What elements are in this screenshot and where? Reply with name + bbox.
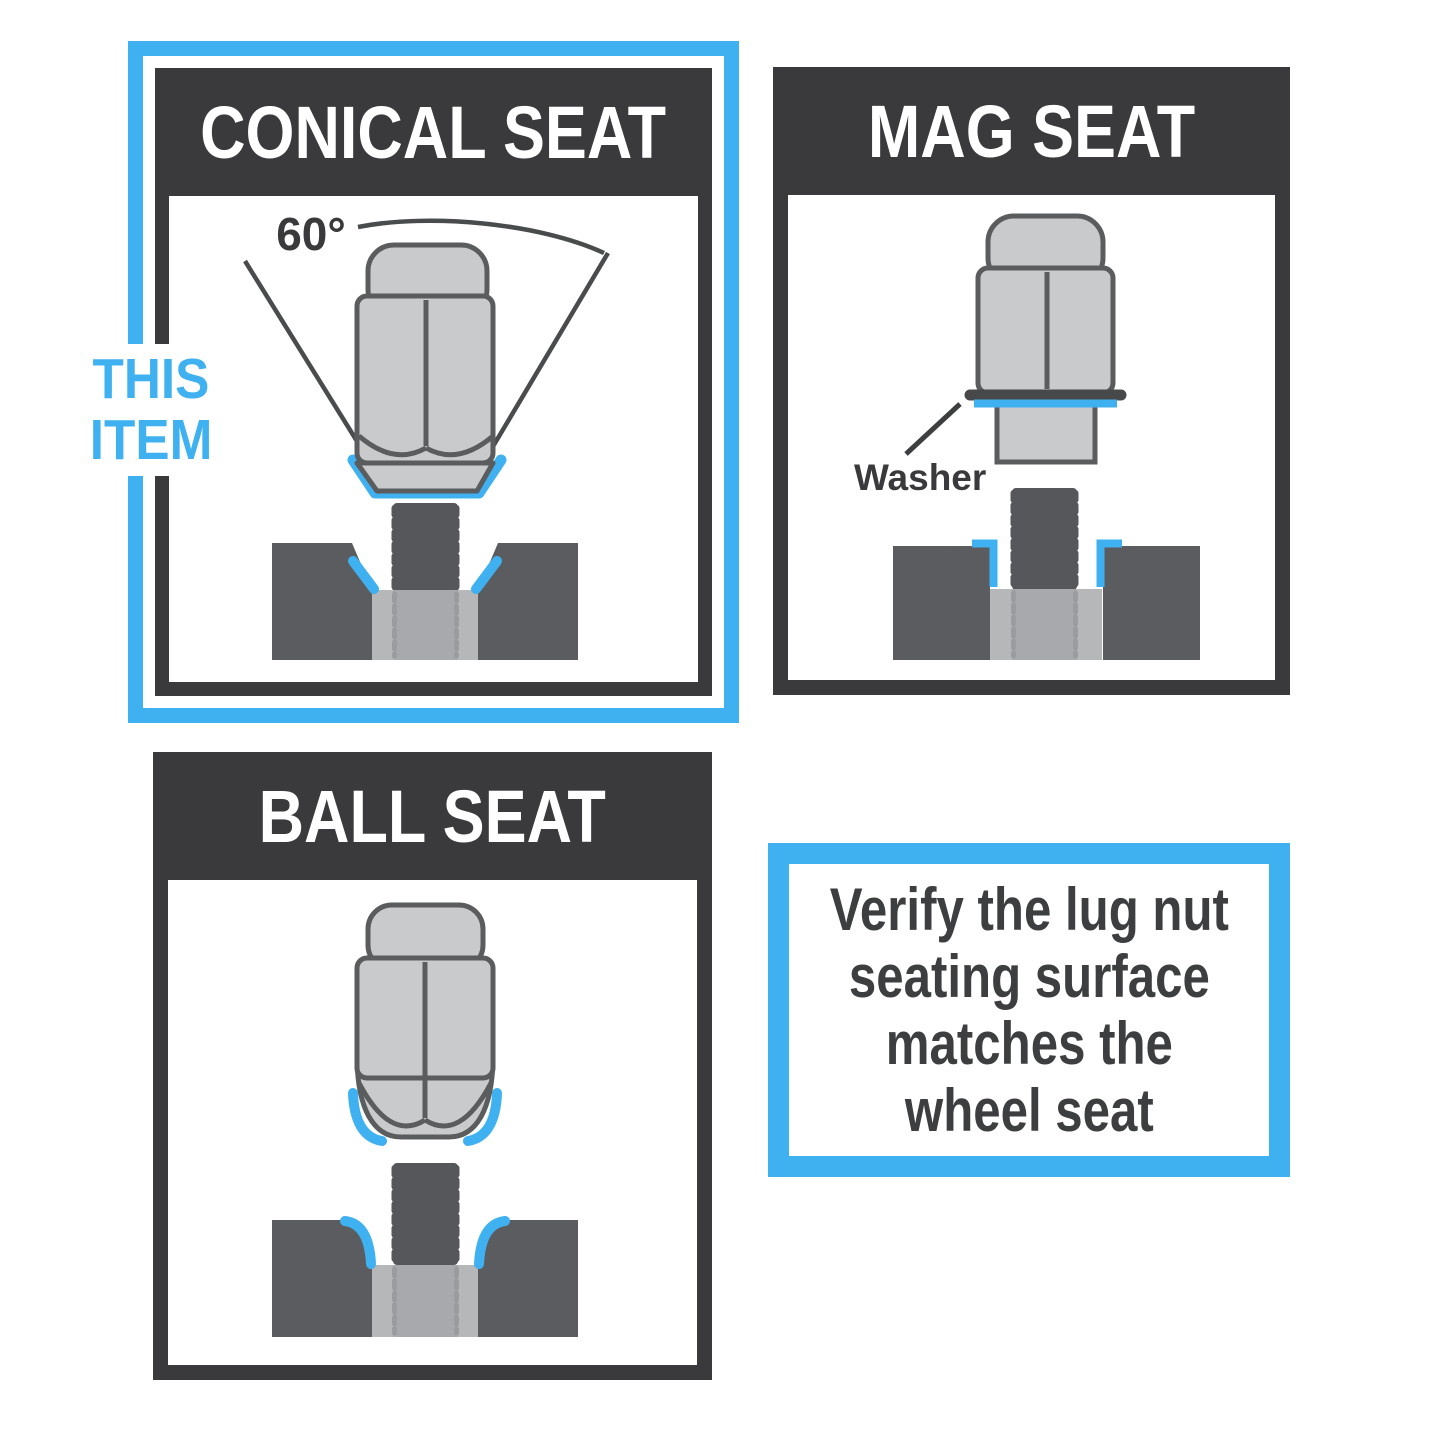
mag-seat-illustration [788, 195, 1275, 680]
verify-note-box [768, 843, 1290, 1177]
conical-seat-diagram [169, 196, 698, 682]
angle-value-label: 60° [276, 208, 346, 260]
ball-seat-illustration [168, 880, 697, 1365]
mag-seat-diagram [788, 195, 1275, 680]
this-item-line2: ITEM [89, 408, 213, 472]
conical-seat-title: CONICAL SEAT [200, 90, 667, 174]
mag-seat-title: MAG SEAT [867, 89, 1196, 173]
washer-callout-line [906, 404, 960, 454]
ball-seat-title: BALL SEAT [258, 774, 607, 858]
mag-seat-panel [773, 67, 1290, 695]
this-item-line1: THIS [92, 347, 210, 411]
washer [970, 395, 1121, 404]
washer-label: Washer [854, 457, 987, 498]
verify-note-line: Verify the lug nut [829, 876, 1229, 943]
wheel-stud [393, 1163, 458, 1265]
verify-note-line: matches the [885, 1010, 1173, 1077]
lug-nut [357, 245, 493, 491]
lug-nut [978, 216, 1113, 393]
verify-note-line: wheel seat [904, 1077, 1154, 1144]
ball-seat-diagram [168, 880, 697, 1365]
conical-seat-panel [155, 68, 712, 696]
verify-note-text [829, 876, 1228, 1144]
nut-shank [997, 400, 1095, 462]
lug-nut [357, 905, 493, 1137]
conical-seat-illustration [169, 196, 698, 682]
verify-note-line: seating surface [848, 943, 1210, 1010]
ball-seat-panel [153, 752, 712, 1380]
this-item-badge [78, 344, 224, 476]
wheel-stud [1012, 488, 1077, 590]
